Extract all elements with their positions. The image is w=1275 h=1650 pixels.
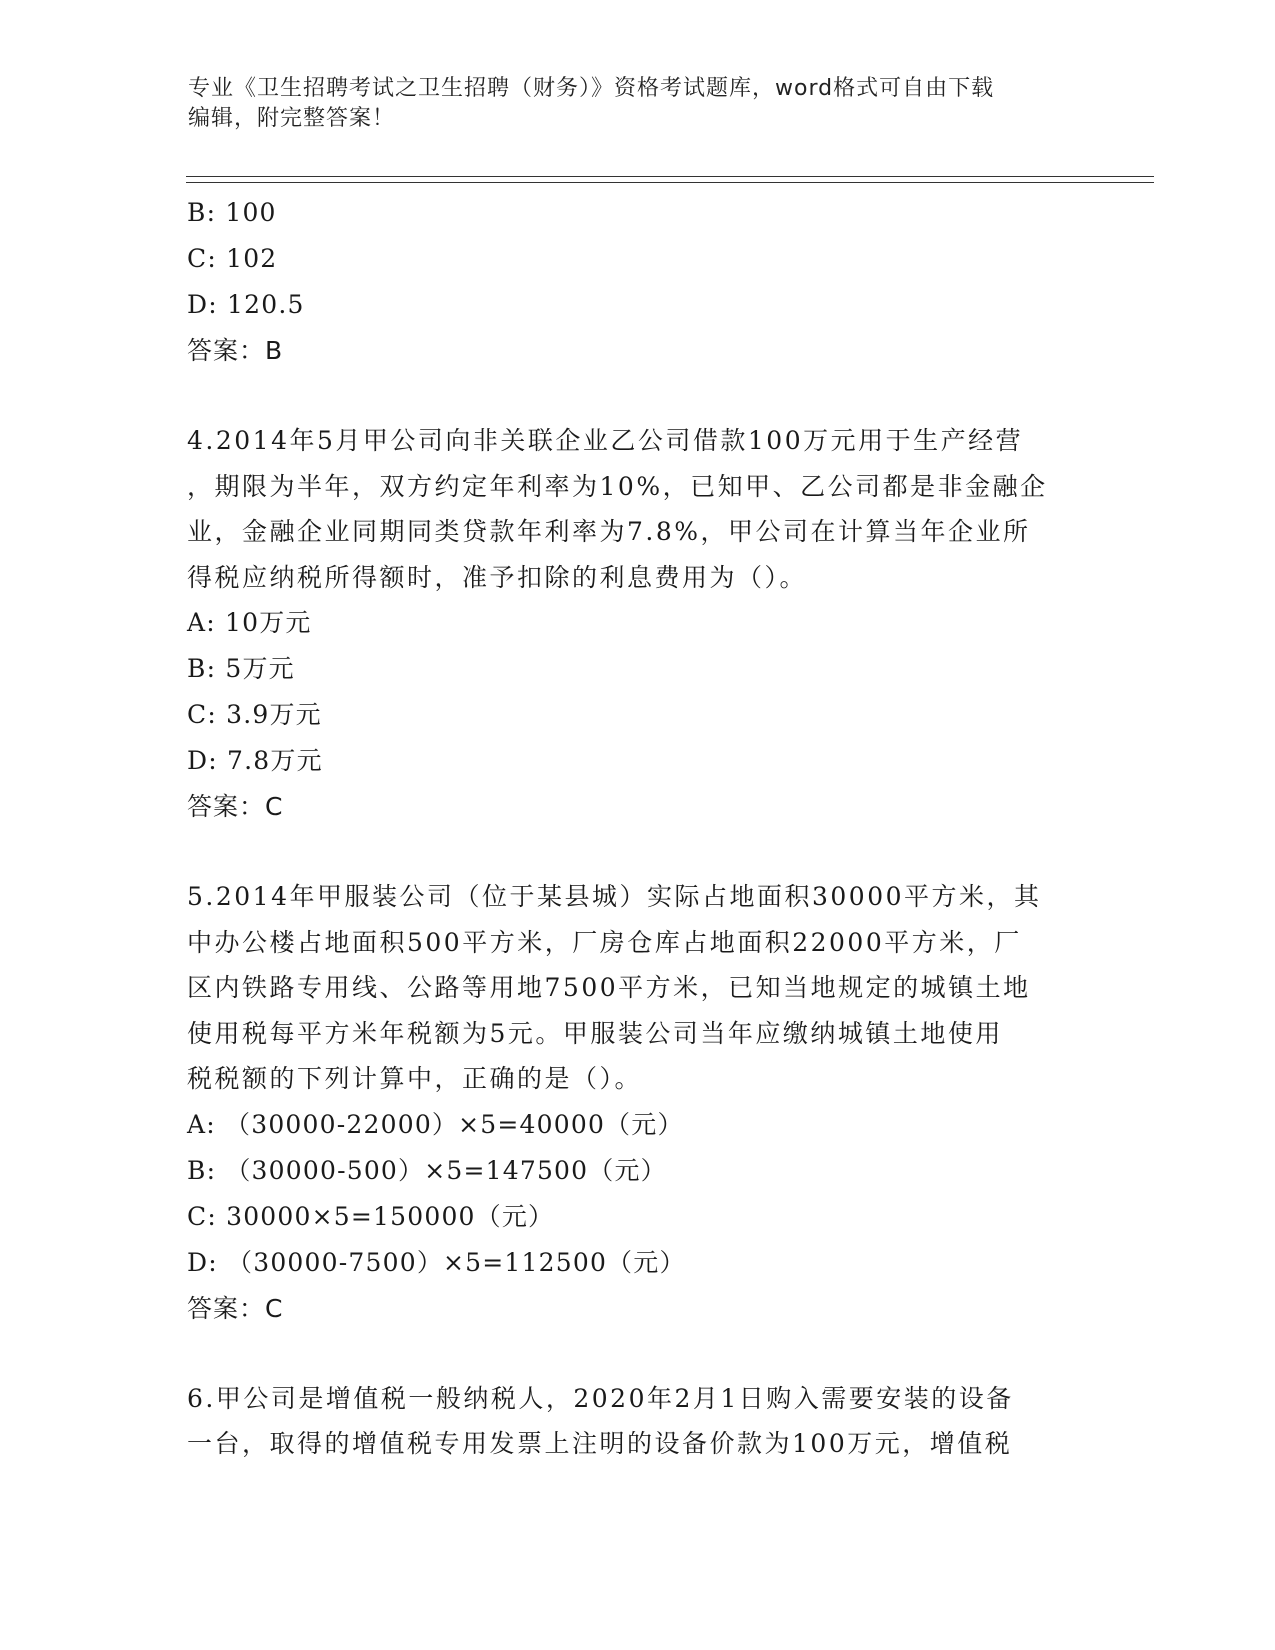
question-text-line: 业，金融企业同期同类贷款年利率为7.8%，甲公司在计算当年企业所	[187, 517, 1031, 546]
question-text-line: 使用税每平方米年税额为5元。甲服装公司当年应缴纳城镇土地使用	[187, 1018, 1003, 1048]
option-b: B: 5万元	[187, 654, 295, 683]
question-text-line: 得税应纳税所得额时，准予扣除的利息费用为（）。	[187, 562, 808, 592]
question-4-block	[187, 418, 1087, 830]
option-a: A: 10万元	[187, 608, 312, 637]
question-text-line: ，期限为半年，双方约定年利率为10%，已知甲、乙公司都是非金融企	[187, 471, 1048, 501]
question-5-text	[187, 874, 1087, 1102]
question-text-line: 区内铁路专用线、公路等用地7500平方米，已知当地规定的城镇土地	[187, 973, 1031, 1002]
option-d: D: 7.8万元	[187, 746, 323, 775]
option-b: B: 100	[187, 198, 277, 227]
option-b: B: （30000-500）×5=147500（元）	[187, 1155, 667, 1185]
header-rule-top	[186, 176, 1154, 177]
header-rule-bottom	[186, 182, 1154, 183]
question-text-line: 4.2014年5月甲公司向非关联企业乙公司借款100万元用于生产经营	[187, 426, 1024, 455]
question-4-text	[187, 418, 1087, 600]
answer-label: 答案：C	[187, 1293, 284, 1323]
question-text-line: 税税额的下列计算中，正确的是（）。	[187, 1064, 643, 1093]
question-6-text	[187, 1376, 1087, 1467]
question-text-line: 6.甲公司是增值税一般纳税人，2020年2月1日购入需要安装的设备	[187, 1383, 1014, 1413]
answer-label: 答案：B	[187, 336, 284, 365]
spacer	[187, 830, 1087, 874]
question-3-block	[187, 190, 1087, 374]
question-5-block	[187, 874, 1087, 1332]
question-text-line: 中办公楼占地面积500平方米，厂房仓库占地面积22000平方米，厂	[187, 927, 1022, 957]
header-line-2: 编辑，附完整答案！	[188, 106, 396, 131]
question-content	[187, 190, 1087, 1467]
spacer	[187, 1332, 1087, 1376]
option-a: A: （30000-22000）×5=40000（元）	[187, 1109, 684, 1139]
spacer	[187, 374, 1087, 418]
question-6-block	[187, 1376, 1087, 1467]
header-line-1: 专业《卫生招聘考试之卫生招聘（财务）》资格考试题库，word格式可自由下载	[188, 76, 995, 101]
option-c: C: 30000×5=150000（元）	[187, 1201, 555, 1231]
document-header	[188, 74, 1068, 134]
question-text-line: 一台，取得的增值税专用发票上注明的设备价款为100万元，增值税	[187, 1429, 1013, 1458]
option-d: D: （30000-7500）×5=112500（元）	[187, 1247, 686, 1277]
option-c: C: 3.9万元	[187, 700, 322, 729]
answer-label: 答案：C	[187, 792, 284, 821]
question-text-line: 5.2014年甲服装公司（位于某县城）实际占地面积30000平方米，其	[187, 882, 1042, 911]
option-d: D: 120.5	[187, 290, 305, 319]
option-c: C: 102	[187, 244, 278, 273]
